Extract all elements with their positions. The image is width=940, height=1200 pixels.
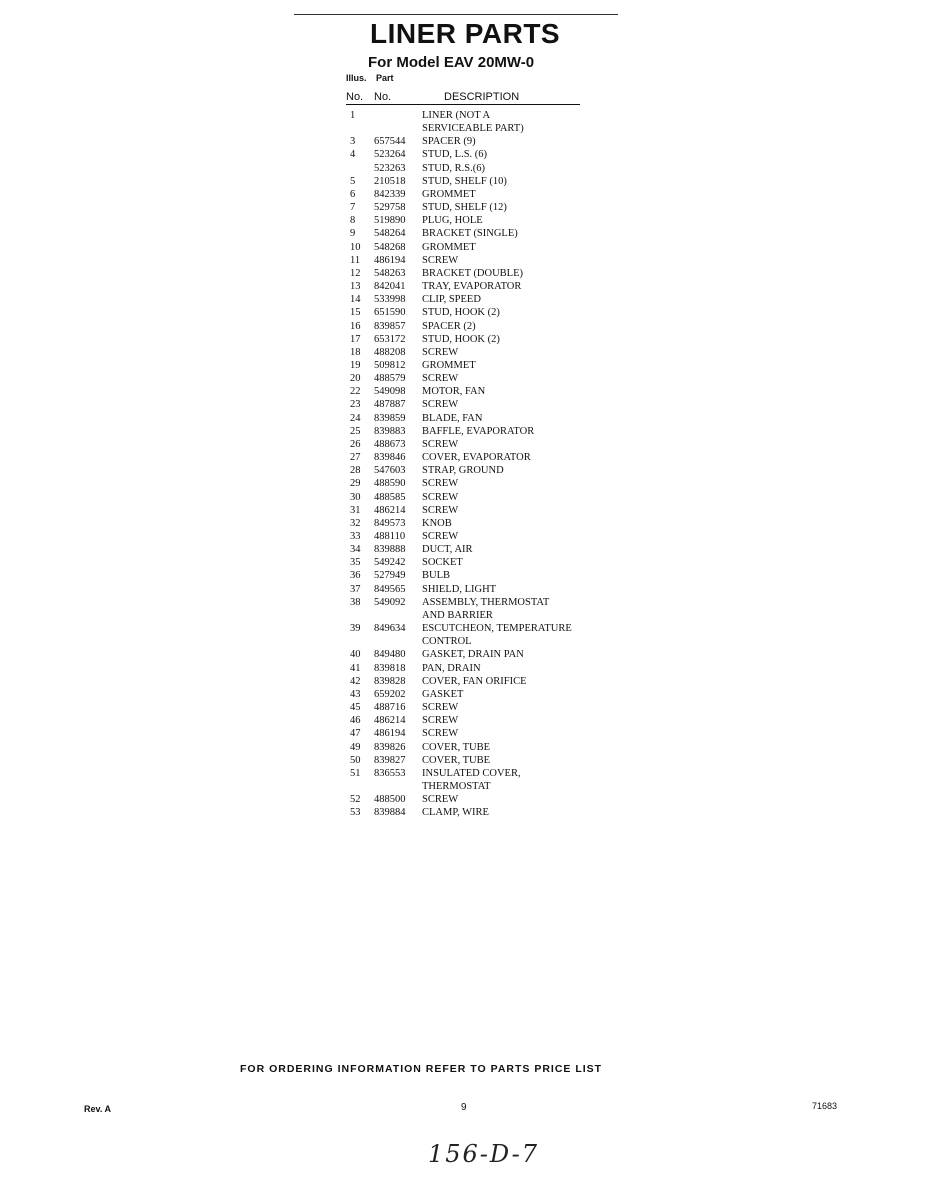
illus-number: 22 <box>350 386 361 398</box>
illus-number: 41 <box>350 662 361 674</box>
illus-number: 35 <box>350 557 361 569</box>
parts-row <box>346 701 606 714</box>
ordering-note: FOR ORDERING INFORMATION REFER TO PARTS PRICE LIST <box>240 1063 603 1075</box>
part-description: THERMOSTAT <box>422 780 491 792</box>
part-number: 488579 <box>374 373 406 385</box>
parts-row <box>346 280 606 293</box>
parts-row <box>346 293 606 306</box>
illus-number: 50 <box>350 754 361 766</box>
parts-row <box>346 241 606 254</box>
parts-row <box>346 609 606 622</box>
parts-row <box>346 622 606 635</box>
part-number: 839826 <box>374 741 406 753</box>
part-description: COVER, TUBE <box>422 754 491 766</box>
part-description: SCREW <box>422 254 459 266</box>
parts-row <box>346 727 606 740</box>
parts-row <box>346 148 606 161</box>
illus-number: 53 <box>350 807 361 819</box>
illus-number: 23 <box>350 399 361 411</box>
part-description: BAFFLE, EVAPORATOR <box>422 425 535 437</box>
part-number: 487887 <box>374 399 406 411</box>
parts-row <box>346 504 606 517</box>
illus-number <box>346 609 368 622</box>
part-label: Part <box>376 73 394 83</box>
part-description: SCREW <box>422 438 459 450</box>
part-description: SCREW <box>422 702 459 714</box>
parts-row <box>346 162 606 175</box>
model-subtitle: For Model EAV 20MW-0 <box>368 54 535 71</box>
illus-number: 10 <box>350 241 361 253</box>
part-description: GASKET <box>422 688 464 700</box>
parts-row <box>346 543 606 556</box>
part-description: SCREW <box>422 728 459 740</box>
revision-label: Rev. A <box>84 1104 112 1114</box>
part-number: 839827 <box>374 754 406 766</box>
part-description: MOTOR, FAN <box>422 386 486 398</box>
part-number: 839846 <box>374 452 406 464</box>
illus-number: 36 <box>350 570 361 582</box>
part-description: ESCUTCHEON, TEMPERATURE <box>422 623 572 635</box>
part-description: SPACER (2) <box>422 320 476 332</box>
part-number: 849480 <box>374 649 406 661</box>
part-description: SHIELD, LIGHT <box>422 583 497 595</box>
part-number: 659202 <box>374 688 406 700</box>
illus-label: Illus. <box>346 73 367 83</box>
parts-row <box>346 372 606 385</box>
part-description: STUD, SHELF (12) <box>422 202 507 214</box>
part-description: GASKET, DRAIN PAN <box>422 649 524 661</box>
part-number: 549242 <box>374 557 406 569</box>
part-number: 519890 <box>374 215 406 227</box>
part-number: 839818 <box>374 662 406 674</box>
illus-number: 52 <box>350 794 361 806</box>
part-description: CONTROL <box>422 636 472 648</box>
illus-number: 45 <box>350 702 361 714</box>
parts-row <box>346 780 606 793</box>
page-number: 9 <box>461 1102 467 1113</box>
part-number: 488110 <box>374 531 406 542</box>
part-description: BLADE, FAN <box>422 412 483 424</box>
part-number: 839883 <box>374 425 406 437</box>
part-description: SCREW <box>422 531 459 542</box>
illus-number: 4 <box>350 149 356 161</box>
parts-row <box>346 175 606 188</box>
illus-number: 11 <box>350 254 361 266</box>
part-number: 849573 <box>374 517 406 529</box>
part-number: 533998 <box>374 294 406 306</box>
part-description: SCREW <box>422 478 459 490</box>
illus-number: 9 <box>350 228 356 240</box>
parts-row <box>346 491 606 504</box>
part-number: 210518 <box>374 175 406 187</box>
illus-number: 28 <box>350 465 361 477</box>
part-number: 488585 <box>374 491 406 503</box>
part-number: 486194 <box>374 254 406 266</box>
part-description: BULB <box>422 570 451 582</box>
parts-row <box>346 412 606 425</box>
illus-number <box>346 780 368 793</box>
part-description: BRACKET (SINGLE) <box>422 228 518 240</box>
part-description: SCREW <box>422 399 459 411</box>
part-description: SCREW <box>422 794 459 806</box>
illus-number: 43 <box>350 688 361 700</box>
illus-number: 40 <box>350 649 361 661</box>
illus-number: 47 <box>350 728 361 740</box>
part-number <box>368 122 422 135</box>
document-number: 71683 <box>812 1101 838 1111</box>
part-number: 839857 <box>374 320 406 332</box>
illus-number: 38 <box>350 596 361 608</box>
parts-row <box>346 741 606 754</box>
part-number: 527949 <box>374 570 406 582</box>
part-number: 657544 <box>374 136 406 148</box>
parts-row <box>346 346 606 359</box>
part-description: STUD, SHELF (10) <box>422 175 507 187</box>
part-description: SCREW <box>422 491 459 503</box>
part-description: SOCKET <box>422 557 463 569</box>
illus-number: 49 <box>350 741 361 753</box>
col-illus-no: No. <box>346 91 364 103</box>
part-number: 839888 <box>374 544 406 556</box>
parts-row <box>346 530 606 543</box>
handwritten-note: 156-D-7 <box>428 1140 539 1168</box>
illus-number: 37 <box>350 583 361 595</box>
illus-number: 29 <box>350 478 361 490</box>
part-description: LINER (NOT A <box>422 110 491 121</box>
parts-row <box>346 675 606 688</box>
part-number: 486214 <box>374 504 406 516</box>
illus-number: 3 <box>350 136 356 148</box>
illus-number <box>346 162 368 175</box>
part-number <box>368 635 422 648</box>
part-description: STUD, HOOK (2) <box>422 307 500 319</box>
parts-row <box>346 254 606 267</box>
part-number: 488673 <box>374 438 406 450</box>
illus-number: 27 <box>350 452 361 464</box>
part-description: STUD, L.S. (6) <box>422 149 488 161</box>
part-description: SCREW <box>422 504 459 516</box>
illus-number: 30 <box>350 491 361 503</box>
part-description: GROMMET <box>422 188 476 200</box>
part-number: 849634 <box>374 623 406 635</box>
part-description: SPACER (9) <box>422 136 476 148</box>
part-description: TRAY, EVAPORATOR <box>422 281 522 293</box>
part-number: 548264 <box>374 228 406 240</box>
illus-number: 26 <box>350 438 361 450</box>
part-number: 839884 <box>374 807 406 819</box>
illus-number <box>346 635 368 648</box>
parts-row <box>346 201 606 214</box>
part-description: ASSEMBLY, THERMOSTAT <box>422 596 550 608</box>
part-description: CLAMP, WIRE <box>422 807 489 819</box>
parts-row <box>346 320 606 333</box>
part-description: GROMMET <box>422 359 476 371</box>
illus-number: 19 <box>350 359 361 371</box>
part-description: COVER, EVAPORATOR <box>422 452 531 464</box>
parts-row <box>346 333 606 346</box>
part-number: 549098 <box>374 386 406 398</box>
part-number: 529758 <box>374 202 406 214</box>
col-description: DESCRIPTION <box>444 91 520 103</box>
illus-number: 1 <box>350 110 356 121</box>
part-number: 842041 <box>374 281 406 293</box>
part-number: 839828 <box>374 675 406 687</box>
part-description: GROMMET <box>422 241 476 253</box>
part-number: 486194 <box>374 728 406 740</box>
parts-row <box>346 464 606 477</box>
part-number: 842339 <box>374 188 406 200</box>
illus-number: 15 <box>350 307 361 319</box>
parts-row <box>346 477 606 490</box>
part-number: 839859 <box>374 412 406 424</box>
part-description: PLUG, HOLE <box>422 215 483 227</box>
parts-row <box>346 267 606 280</box>
parts-row <box>346 359 606 372</box>
part-number: 486214 <box>374 715 406 727</box>
part-number: 651590 <box>374 307 406 319</box>
illus-number: 20 <box>350 373 361 385</box>
part-number: 509812 <box>374 359 406 371</box>
parts-row <box>346 425 606 438</box>
illus-number <box>346 122 368 135</box>
part-description: AND BARRIER <box>422 609 493 621</box>
part-number: 548268 <box>374 241 406 253</box>
parts-list <box>346 109 606 819</box>
top-rule <box>294 14 618 15</box>
parts-row <box>346 517 606 530</box>
illus-number: 7 <box>350 202 356 214</box>
part-description: COVER, FAN ORIFICE <box>422 675 527 687</box>
part-number: 488590 <box>374 478 406 490</box>
parts-row <box>346 806 606 819</box>
illus-number: 17 <box>350 333 361 345</box>
column-headers <box>346 91 580 105</box>
illus-number: 18 <box>350 346 361 358</box>
parts-row <box>346 227 606 240</box>
part-number <box>368 780 422 793</box>
parts-row <box>346 793 606 806</box>
illus-number: 16 <box>350 320 361 332</box>
part-number: 488716 <box>374 702 406 714</box>
part-number: 836553 <box>374 767 406 779</box>
parts-row <box>346 122 606 135</box>
part-number: 549092 <box>374 596 406 608</box>
parts-row <box>346 109 606 122</box>
part-number: 653172 <box>374 333 406 345</box>
illus-number: 51 <box>350 767 361 779</box>
parts-row <box>346 214 606 227</box>
part-description: SERVICEABLE PART) <box>422 123 524 135</box>
parts-row <box>346 714 606 727</box>
illus-number: 12 <box>350 267 361 279</box>
part-number: 488500 <box>374 794 406 806</box>
parts-row <box>346 754 606 767</box>
illus-number: 5 <box>350 175 356 187</box>
part-number: 548263 <box>374 267 406 279</box>
parts-row <box>346 648 606 661</box>
part-description: SCREW <box>422 715 459 727</box>
part-number: 488208 <box>374 346 406 358</box>
part-description: KNOB <box>422 517 452 529</box>
illus-number: 14 <box>350 294 361 306</box>
part-description: DUCT, AIR <box>422 544 473 556</box>
part-number: 523264 <box>374 149 406 161</box>
parts-row <box>346 688 606 701</box>
parts-row <box>346 767 606 780</box>
part-number: 547603 <box>374 465 406 477</box>
part-description: STRAP, GROUND <box>422 465 504 477</box>
illus-number: 6 <box>350 188 356 200</box>
part-number: 523263 <box>374 162 406 174</box>
illus-number: 25 <box>350 425 361 437</box>
parts-row <box>346 385 606 398</box>
parts-row <box>346 188 606 201</box>
illus-number: 31 <box>350 504 361 516</box>
parts-row <box>346 635 606 648</box>
parts-row <box>346 583 606 596</box>
part-description: STUD, R.S.(6) <box>422 162 486 174</box>
parts-row <box>346 398 606 411</box>
illus-number: 46 <box>350 715 361 727</box>
parts-row <box>346 662 606 675</box>
page-title: LINER PARTS <box>370 18 561 49</box>
parts-row <box>346 306 606 319</box>
part-description: INSULATED COVER, <box>422 767 521 779</box>
parts-row <box>346 135 606 148</box>
parts-row <box>346 596 606 609</box>
parts-row <box>346 438 606 451</box>
parts-row <box>346 569 606 582</box>
illus-number: 42 <box>350 675 361 687</box>
part-description: BRACKET (DOUBLE) <box>422 267 524 279</box>
part-description: PAN, DRAIN <box>422 662 481 674</box>
parts-row <box>346 556 606 569</box>
part-description: SCREW <box>422 373 459 385</box>
illus-number: 8 <box>350 215 356 227</box>
illus-number: 24 <box>350 412 361 424</box>
part-number <box>368 609 422 622</box>
illus-number: 13 <box>350 281 361 293</box>
part-description: COVER, TUBE <box>422 741 491 753</box>
column-header-top <box>346 73 394 83</box>
part-description: CLIP, SPEED <box>422 294 481 306</box>
col-part-no: No. <box>374 91 392 103</box>
illus-number: 32 <box>350 517 361 529</box>
parts-row <box>346 451 606 464</box>
illus-number: 39 <box>350 623 361 635</box>
illus-number: 33 <box>350 531 361 542</box>
part-number: 849565 <box>374 583 406 595</box>
part-number <box>368 109 422 122</box>
illus-number: 34 <box>350 544 361 556</box>
part-description: SCREW <box>422 346 459 358</box>
part-description: STUD, HOOK (2) <box>422 333 500 345</box>
